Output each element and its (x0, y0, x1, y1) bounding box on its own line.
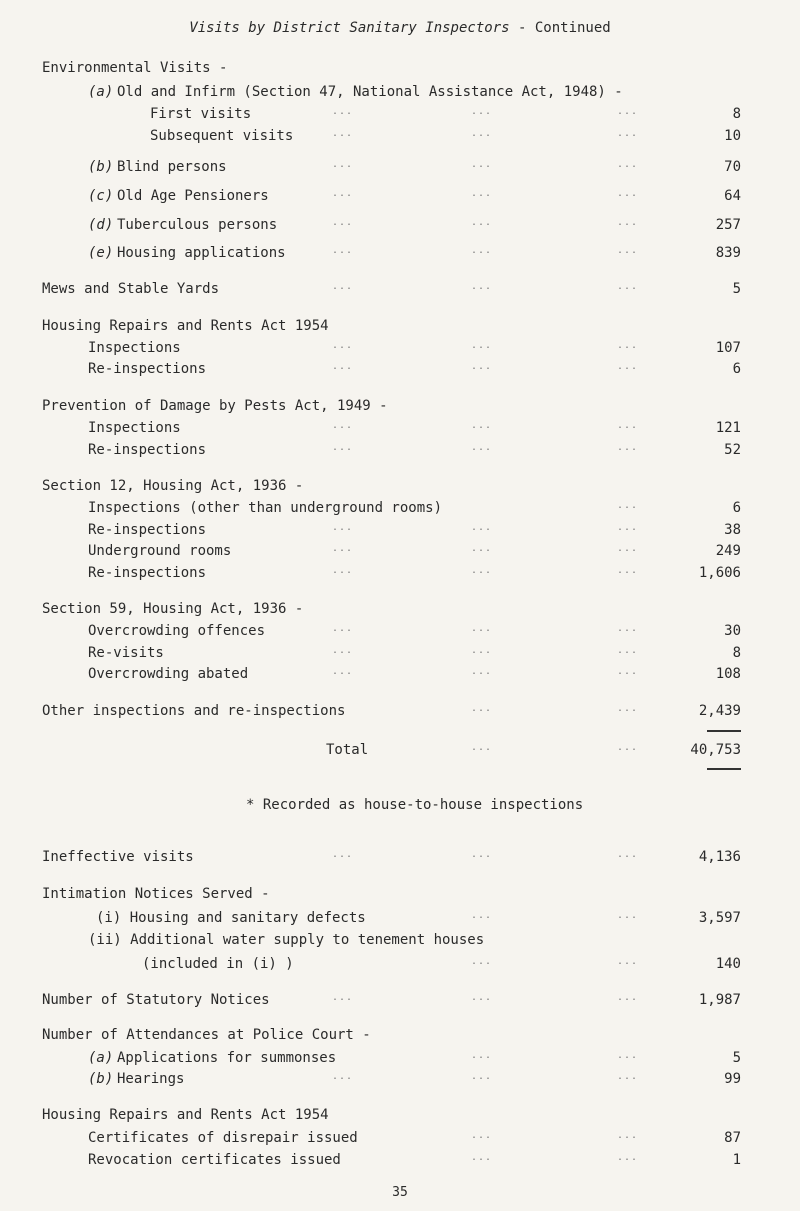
leader-dots: ... (332, 992, 354, 1003)
row-label-additional-water: (ii) Additional water supply to tenement houses (88, 932, 485, 948)
row-label-inspections-other: Inspections (other than underground rooms) (88, 500, 443, 516)
leader-dots: ... (332, 106, 354, 117)
row-label-included: (included in (i) ) (142, 956, 294, 972)
leader-dots: ... (617, 1050, 639, 1061)
leader-dots: ... (617, 361, 639, 372)
row-value-mews: 5 (732, 281, 741, 297)
leader-dots: ... (471, 956, 493, 967)
leader-dots: ... (471, 106, 493, 117)
header-title: Visits by District Sanitary Inspectors (189, 20, 510, 36)
row-value-overcrowding-offences: 30 (724, 623, 741, 639)
row-value-subsequent-visits: 10 (724, 128, 741, 144)
row-value-reinspections: 1,606 (698, 565, 741, 581)
row-label-total: Total (326, 742, 369, 758)
leader-dots: ... (617, 543, 639, 554)
leader-dots: ... (471, 522, 493, 533)
leader-dots: ... (332, 361, 354, 372)
item-label-old-and-infirm: Old and Infirm (Section 47, National Assistance Act, 1948) - (117, 84, 623, 100)
leader-dots: ... (332, 159, 354, 170)
row-value-included: 140 (715, 956, 741, 972)
item-letter-c: (c) (88, 188, 114, 204)
leader-dots: ... (471, 188, 493, 199)
leader-dots: ... (332, 217, 354, 228)
row-label-summonses: Applications for summonses (117, 1050, 337, 1066)
row-label-reinspections: Re-inspections (88, 442, 207, 458)
leader-dots: ... (617, 1130, 639, 1141)
row-value-reinspections: 52 (724, 442, 741, 458)
leader-dots: ... (332, 565, 354, 576)
row-value-blind-persons: 70 (724, 159, 741, 175)
row-value-revocation: 1 (732, 1152, 741, 1168)
row-value-summonses: 5 (732, 1050, 741, 1066)
row-value-reinspections: 6 (732, 361, 741, 377)
leader-dots: ... (617, 159, 639, 170)
leader-dots: ... (617, 281, 639, 292)
leader-dots: ... (332, 666, 354, 677)
leader-dots: ... (332, 245, 354, 256)
leader-dots: ... (471, 543, 493, 554)
row-label-inspections: Inspections (88, 420, 181, 436)
leader-dots: ... (471, 245, 493, 256)
leader-dots: ... (617, 645, 639, 656)
item-letter-a: (a) (88, 84, 114, 100)
page-header (0, 20, 800, 36)
leader-dots: ... (332, 128, 354, 139)
leader-dots: ... (617, 217, 639, 228)
leader-dots: ... (617, 128, 639, 139)
row-label-overcrowding-offences: Overcrowding offences (88, 623, 266, 639)
section-title-pests: Prevention of Damage by Pests Act, 1949 - (42, 398, 388, 414)
section-title-intimation: Intimation Notices Served - (42, 886, 270, 902)
row-label-old-age-pensioners: Old Age Pensioners (117, 188, 269, 204)
row-label-ineffective-visits: Ineffective visits (42, 849, 194, 865)
footnote: * Recorded as house-to-house inspections (246, 797, 584, 813)
leader-dots: ... (471, 910, 493, 921)
row-label-blind-persons: Blind persons (117, 159, 227, 175)
row-value-housing-applications: 839 (715, 245, 741, 261)
row-label-reinspections: Re-inspections (88, 522, 207, 538)
row-value-total: 40,753 (690, 742, 741, 758)
leader-dots: ... (332, 849, 354, 860)
section-title-police-court: Number of Attendances at Police Court - (42, 1027, 371, 1043)
leader-dots: ... (471, 666, 493, 677)
leader-dots: ... (617, 849, 639, 860)
row-value-first-visits: 8 (732, 106, 741, 122)
header-continued: - Continued (509, 20, 611, 36)
row-label-certificates-disrepair: Certificates of disrepair issued (88, 1130, 358, 1146)
leader-dots: ... (332, 522, 354, 533)
row-label-hearings: Hearings (117, 1071, 185, 1087)
row-value-statutory-notices: 1,987 (698, 992, 741, 1008)
leader-dots: ... (471, 565, 493, 576)
leader-dots: ... (617, 522, 639, 533)
leader-dots: ... (471, 361, 493, 372)
row-value-other-inspections: 2,439 (698, 703, 741, 719)
section-title-section-12: Section 12, Housing Act, 1936 - (42, 478, 304, 494)
leader-dots: ... (471, 1152, 493, 1163)
row-value-hearings: 99 (724, 1071, 741, 1087)
row-value-tuberculous-persons: 257 (715, 217, 741, 233)
leader-dots: ... (471, 742, 493, 753)
leader-dots: ... (471, 420, 493, 431)
row-label-mews: Mews and Stable Yards (42, 281, 220, 297)
leader-dots: ... (471, 128, 493, 139)
item-letter-a: (a) (88, 1050, 114, 1066)
row-label-inspections: Inspections (88, 340, 181, 356)
leader-dots: ... (471, 992, 493, 1003)
row-label-revocation: Revocation certificates issued (88, 1152, 341, 1168)
row-value-revisits: 8 (732, 645, 741, 661)
leader-dots: ... (332, 645, 354, 656)
leader-dots: ... (617, 1152, 639, 1163)
item-letter-e: (e) (88, 245, 114, 261)
row-value-certificates-disrepair: 87 (724, 1130, 741, 1146)
row-value-reinspections: 38 (724, 522, 741, 538)
leader-dots: ... (617, 442, 639, 453)
row-label-first-visits: First visits (150, 106, 252, 122)
leader-dots: ... (617, 565, 639, 576)
leader-dots: ... (617, 742, 639, 753)
row-value-inspections: 121 (715, 420, 741, 436)
leader-dots: ... (617, 910, 639, 921)
section-title-section-59: Section 59, Housing Act, 1936 - (42, 601, 304, 617)
leader-dots: ... (471, 159, 493, 170)
leader-dots: ... (471, 1071, 493, 1082)
row-value-old-age-pensioners: 64 (724, 188, 741, 204)
leader-dots: ... (471, 1050, 493, 1061)
leader-dots: ... (617, 106, 639, 117)
leader-dots: ... (617, 1071, 639, 1082)
leader-dots: ... (471, 340, 493, 351)
leader-dots: ... (617, 500, 639, 511)
leader-dots: ... (617, 340, 639, 351)
row-label-housing-sanitary: (i) Housing and sanitary defects (96, 910, 366, 926)
leader-dots: ... (617, 956, 639, 967)
leader-dots: ... (617, 245, 639, 256)
section-title-housing-repairs-2: Housing Repairs and Rents Act 1954 (42, 1107, 329, 1123)
total-rule-bottom (707, 768, 741, 770)
leader-dots: ... (332, 623, 354, 634)
section-title-housing-repairs: Housing Repairs and Rents Act 1954 (42, 318, 329, 334)
leader-dots: ... (471, 442, 493, 453)
leader-dots: ... (617, 420, 639, 431)
item-letter-d: (d) (88, 217, 114, 233)
row-value-overcrowding-abated: 108 (715, 666, 741, 682)
row-label-overcrowding-abated: Overcrowding abated (88, 666, 249, 682)
row-value-inspections: 107 (715, 340, 741, 356)
leader-dots: ... (332, 188, 354, 199)
page-number: 35 (392, 1185, 408, 1200)
leader-dots: ... (471, 645, 493, 656)
leader-dots: ... (332, 442, 354, 453)
total-rule-top (707, 730, 741, 732)
leader-dots: ... (617, 188, 639, 199)
row-label-tuberculous-persons: Tuberculous persons (117, 217, 278, 233)
leader-dots: ... (471, 281, 493, 292)
leader-dots: ... (471, 849, 493, 860)
row-label-statutory-notices: Number of Statutory Notices (42, 992, 270, 1008)
row-value-inspections-other: 6 (732, 500, 741, 516)
section-title-environmental: Environmental Visits - (42, 60, 228, 76)
row-label-reinspections: Re-inspections (88, 361, 207, 377)
leader-dots: ... (471, 1130, 493, 1141)
item-letter-b: (b) (88, 1071, 114, 1087)
leader-dots: ... (471, 703, 493, 714)
row-value-underground-rooms: 249 (715, 543, 741, 559)
row-value-ineffective-visits: 4,136 (698, 849, 741, 865)
row-label-underground-rooms: Underground rooms (88, 543, 232, 559)
row-label-other-inspections: Other inspections and re-inspections (42, 703, 346, 719)
row-label-subsequent-visits: Subsequent visits (150, 128, 294, 144)
row-value-housing-sanitary: 3,597 (698, 910, 741, 926)
leader-dots: ... (617, 666, 639, 677)
leader-dots: ... (471, 623, 493, 634)
leader-dots: ... (617, 623, 639, 634)
row-label-reinspections: Re-inspections (88, 565, 207, 581)
leader-dots: ... (332, 543, 354, 554)
row-label-housing-applications: Housing applications (117, 245, 286, 261)
leader-dots: ... (471, 217, 493, 228)
leader-dots: ... (332, 420, 354, 431)
row-label-revisits: Re-visits (88, 645, 164, 661)
leader-dots: ... (332, 340, 354, 351)
item-letter-b: (b) (88, 159, 114, 175)
leader-dots: ... (332, 1071, 354, 1082)
leader-dots: ... (332, 281, 354, 292)
leader-dots: ... (617, 992, 639, 1003)
leader-dots: ... (617, 703, 639, 714)
